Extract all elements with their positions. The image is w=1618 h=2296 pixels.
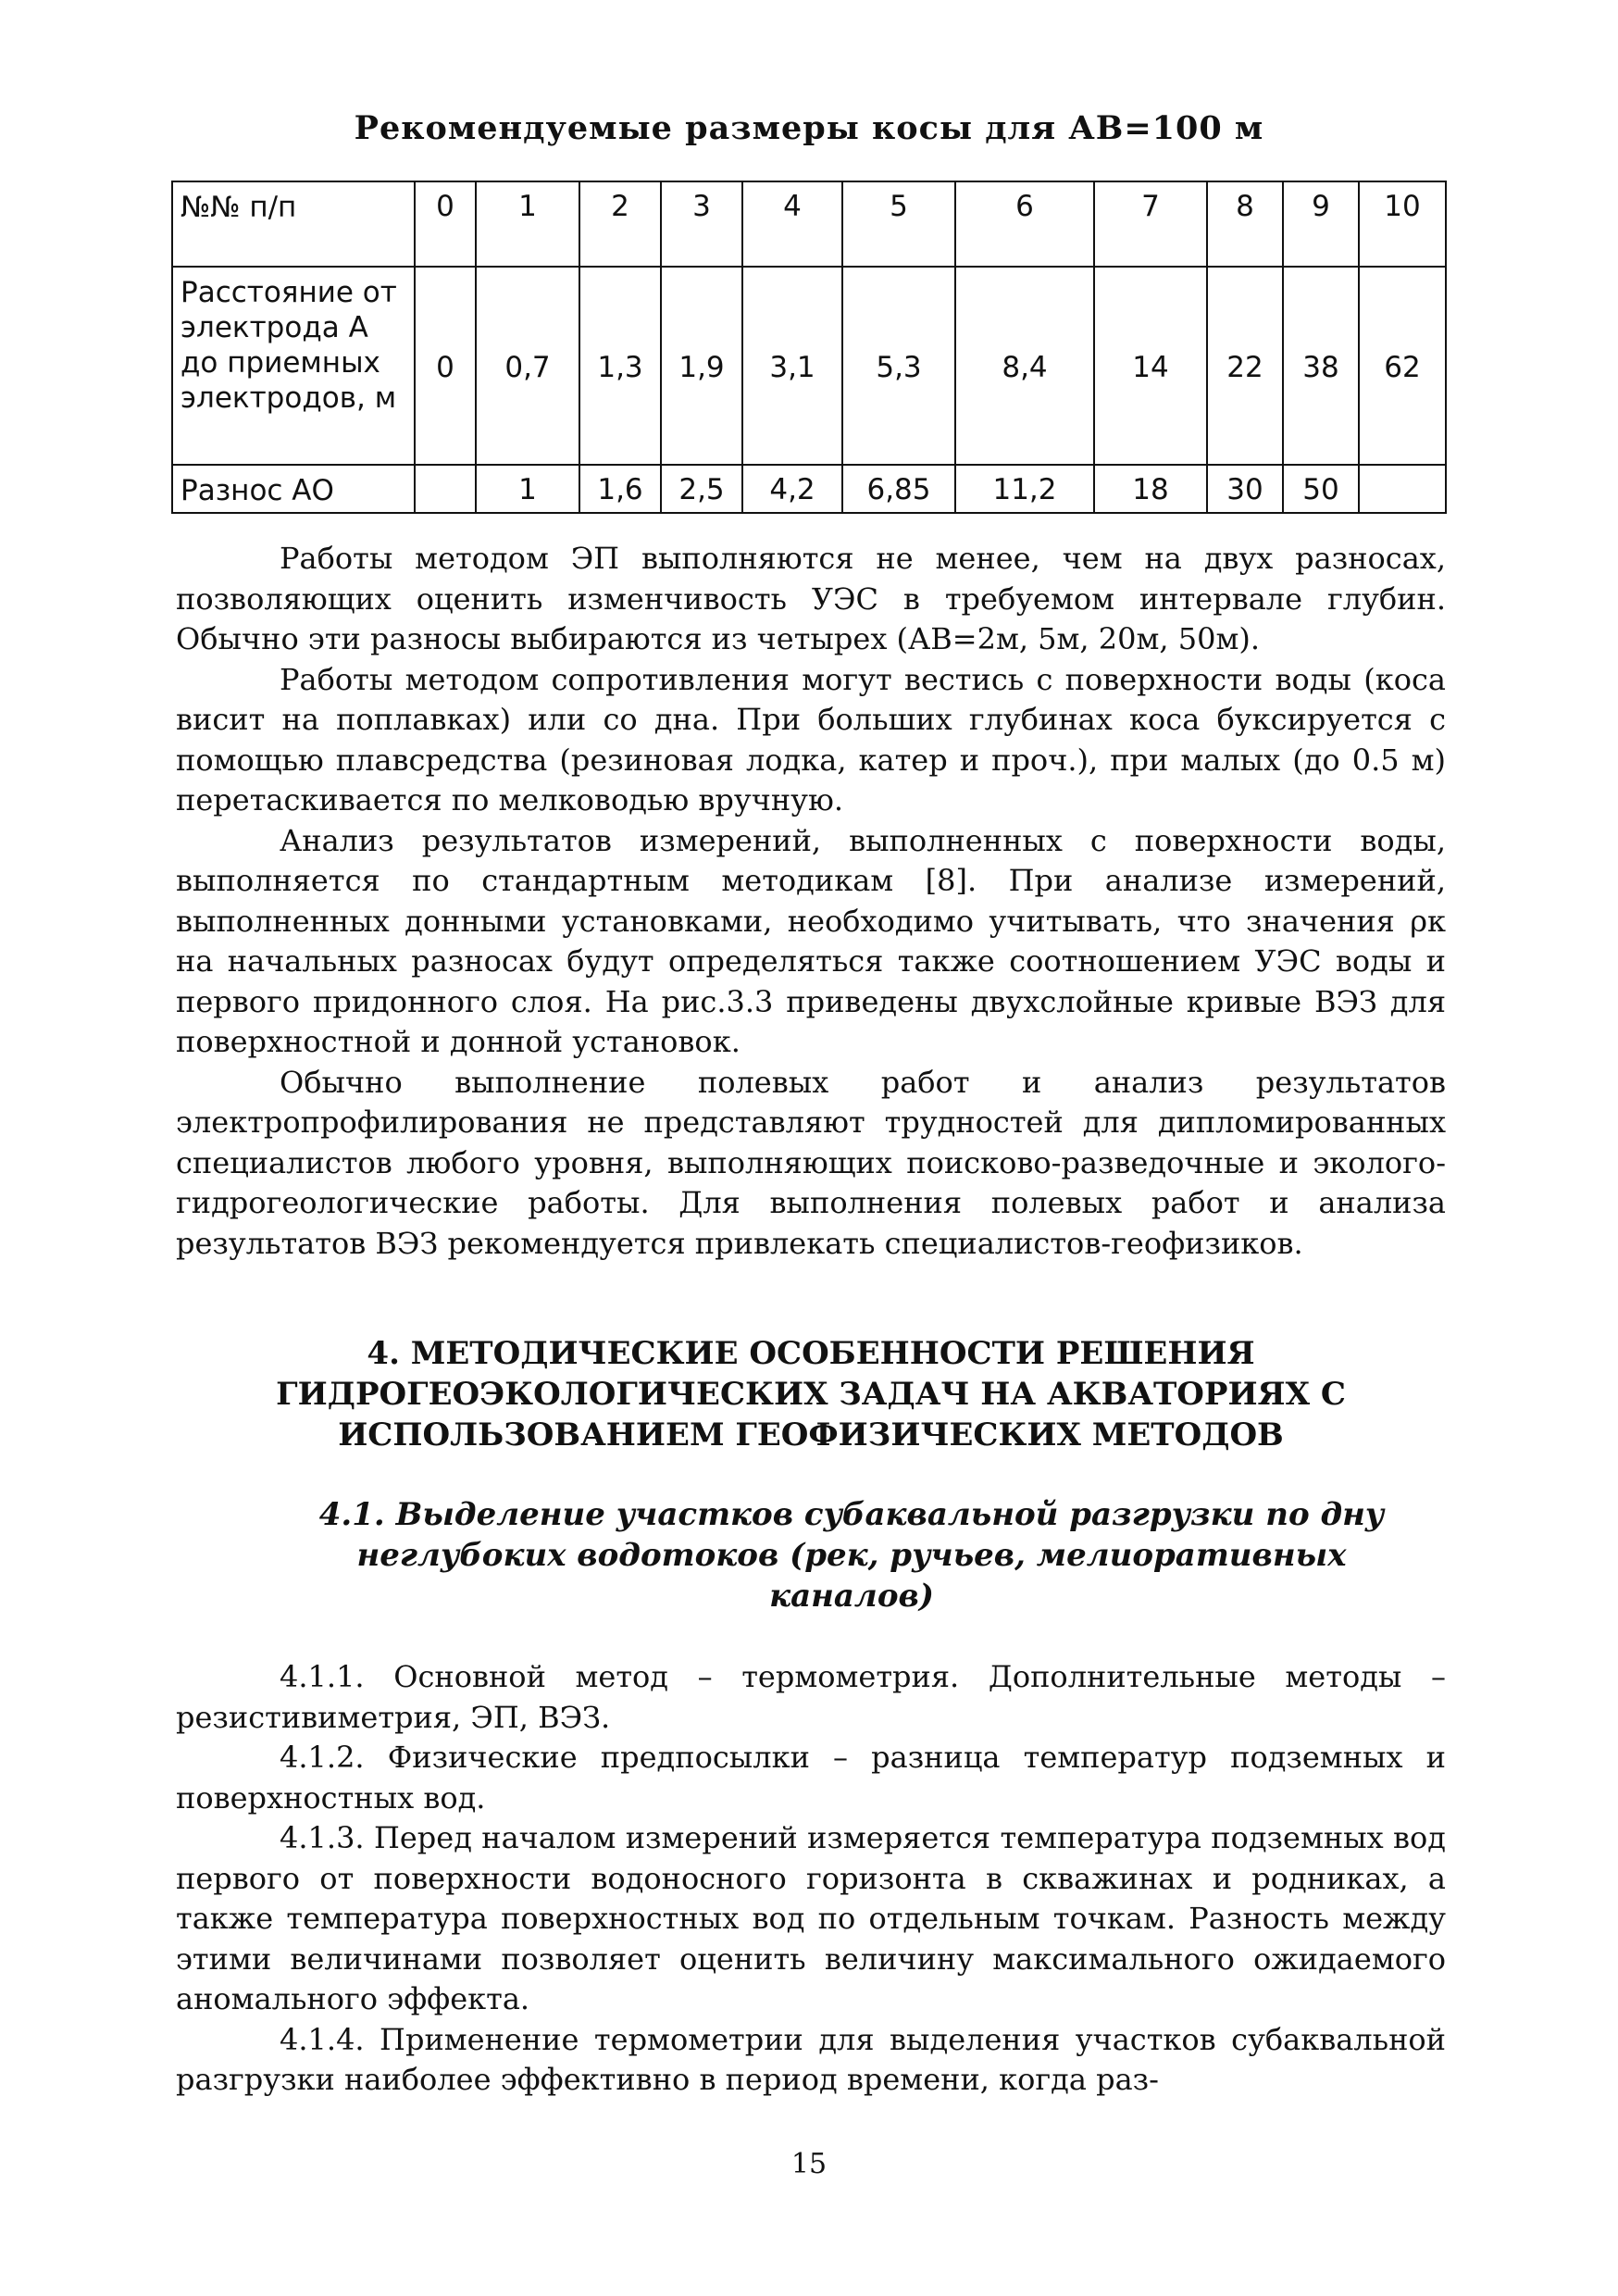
body-text-upper [176, 539, 1446, 1264]
table-cell: 10 [1359, 181, 1446, 267]
paragraph: Работы методом сопротивления могут вестись с поверхности воды (коса висит на поплавках) или со дна. При больших глубинах коса буксируется с помощью плавсредства (резиновая лодка, катер и проч.), при малых (до 0.5 м) перетаскивается по мелководью вручную. [176, 661, 1446, 817]
paragraph: Анализ результатов измерений, выполненных с поверхности воды, выполняется по стандартным методикам [8]. При анализе измерений, выполненных донными установками, необходимо учитывать, что значения ρк на начальных разносах будут определяться также соотношением УЭС воды и первого придонного слоя. На рис.3.3 приведены двухслойные кривые ВЭЗ для поверхностной и донной установок. [176, 822, 1446, 1059]
table-cell: 30 [1207, 465, 1283, 513]
table-cell: 22 [1207, 267, 1283, 465]
body-text-lower [176, 1657, 1446, 2101]
table-cell: 9 [1283, 181, 1359, 267]
paragraph: Работы методом ЭП выполняются не менее, чем на двух разносах, позволяющих оценить изменчивость УЭС в требуемом интервале глубин. Обычно эти разносы выбираются из четырех (АВ=2м, 5м, 20м, 50м). [176, 541, 1446, 656]
table-cell: 0 [415, 267, 476, 465]
table-cell: 2,5 [661, 465, 742, 513]
page-number: 15 [790, 2148, 828, 2180]
table-cell: 8 [1207, 181, 1283, 267]
table-cell: 1 [476, 181, 579, 267]
table-cell [415, 465, 476, 513]
table-cell: 38 [1283, 267, 1359, 465]
table-cell: 0,7 [476, 267, 579, 465]
table-cell: 8,4 [955, 267, 1094, 465]
table-cell: 2 [579, 181, 661, 267]
table-row-distances [172, 267, 1446, 465]
table-cell: 11,2 [955, 465, 1094, 513]
table-cell: 5 [842, 181, 955, 267]
table-cell: 7 [1094, 181, 1207, 267]
table-cell: 6,85 [842, 465, 955, 513]
paragraph: Обычно выполнение полевых работ и анализ результатов электропрофилирования не представляют трудностей для дипломированных специалистов любого уровня, выполняющих поисково-разведочные и эколого-гидрогеологические работы. Для выполнения полевых работ и анализа результатов ВЭЗ рекомендуется привлекать специалистов-геофизиков. [176, 1064, 1446, 1261]
table-cell: 1 [476, 465, 579, 513]
table-cell: 4 [742, 181, 842, 267]
recommended-sizes-table [171, 181, 1447, 514]
list-item: 4.1.1. Основной метод – термометрия. Дополнительные методы – резистивиметрия, ЭП, ВЭЗ. [176, 1659, 1446, 1735]
table-title: Рекомендуемые размеры косы для АВ=100 м [354, 109, 1264, 147]
table-cell [1359, 465, 1446, 513]
table-cell: 14 [1094, 267, 1207, 465]
spacing-label-cell: Разнос АО [172, 465, 415, 513]
table-cell: 4,2 [742, 465, 842, 513]
table-cell: 6 [955, 181, 1094, 267]
table-cell: 1,3 [579, 267, 661, 465]
list-item: 4.1.3. Перед началом измерений измеряется температура подземных вод первого от поверхности водоносного горизонта в скважинах и родниках, а также температура поверхностных вод по отдельным точкам. Разность между этими величинами позволяет оценить величину максимального ожидаемого аномального эффекта. [176, 1820, 1446, 2016]
table-cell: 0 [415, 181, 476, 267]
table-cell: 1,6 [579, 465, 661, 513]
list-item: 4.1.2. Физические предпосылки – разница температур подземных и поверхностных вод. [176, 1740, 1446, 1816]
distance-label-cell: Расстояние от электрода А до приемных электродов, м [172, 267, 415, 465]
subsection-heading: 4.1. Выделение участков субаквальной разгрузки по дну неглубоких водотоков (рек, ручьев, мелиоративных каналов) [318, 1496, 1385, 1615]
table-row-spacings [172, 465, 1446, 513]
table-cell: 1,9 [661, 267, 742, 465]
header-label-cell: №№ п/п [172, 181, 415, 267]
table-row-numbers [172, 181, 1446, 267]
table-cell: 18 [1094, 465, 1207, 513]
list-item: 4.1.4. Применение термометрии для выделения участков субаквальной разгрузки наиболее эффективно в период времени, когда раз- [176, 2021, 1446, 2097]
table-cell: 50 [1283, 465, 1359, 513]
table-cell: 5,3 [842, 267, 955, 465]
table-cell: 3,1 [742, 267, 842, 465]
section-heading: 4. МЕТОДИЧЕСКИЕ ОСОБЕННОСТИ РЕШЕНИЯ ГИДРОГЕОЭКОЛОГИЧЕСКИХ ЗАДАЧ НА АКВАТОРИЯХ С ИСПОЛЬЗОВАНИЕМ ГЕОФИЗИЧЕСКИХ МЕТОДОВ [276, 1335, 1346, 1454]
table-cell: 3 [661, 181, 742, 267]
table-cell: 62 [1359, 267, 1446, 465]
